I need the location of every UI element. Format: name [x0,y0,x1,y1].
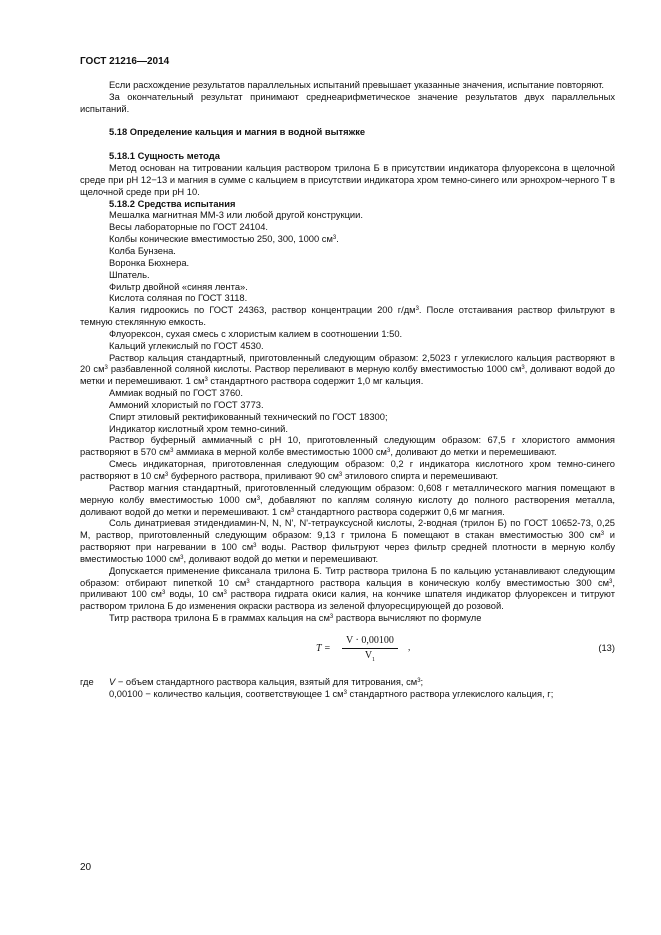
document-header: ГОСТ 21216—2014 [80,56,170,67]
list-item: Индикатор кислотный хром темно-синий. [109,423,288,434]
list-item: Аммиак водный по ГОСТ 3760. [109,388,243,399]
list-item: Титр раствора трилона Б в граммах кальция на $см^3$ раствора вычисляют по формуле [109,613,482,624]
list-item: Кислота соляная по ГОСТ 3118. [109,293,248,304]
formula-fraction [342,635,398,667]
list-item: Кальций углекислый по ГОСТ 4530. [109,340,264,351]
formula-numerator: V · 0,00100 [342,635,398,649]
list-item: Аммоний хлористый по ГОСТ 3773. [109,399,264,410]
section-heading-5-18-1: 5.18.1 Сущность метода [109,151,220,162]
legend-label: где [80,676,94,687]
list-item: Раствор кальция стандартный, приготовленный следующим образом: 2,5023 г углекислого кальция растворяют в 20 $см^3$ разбавленной соляной кислоты. Раствор переливают в мерную колбу вместимостью 1000 $см^3$, доливают водой до метки и перемешивают. 1 $см^3$ стандартного раствора содержит 1,0 мг кальция. [80,352,615,387]
list-item: Мешалка магнитная ММ-3 или любой другой конструкции. [109,210,363,221]
section-heading-5-18-2: 5.18.2 Средства испытания [109,198,236,209]
document-page [80,56,615,701]
formula-13 [80,635,615,675]
list-item: Шпатель. [109,269,150,280]
list-item: Калия гидроокись по ГОСТ 24363, раствор концентрации 200 $г/дм^3$. После отстаивания раствор фильтруют в темную стеклянную емкость. [80,305,615,328]
list-item: Весы лабораторные по ГОСТ 24104. [109,222,269,233]
section-heading-5-18: 5.18 Определение кальция и магния в водной вытяжке [109,127,366,138]
legend-item-constant: 0,00100 − количество кальция, соответствующее 1 $см^3$ стандартного раствора углекислого кальция, г; [109,688,554,699]
formula-number: (13) [598,642,615,653]
list-item: Колба Бунзена. [109,245,176,256]
legend-item-v: V − объем стандартного раствора кальция, взятый для титрования, $см^3$; [109,676,424,687]
paragraph-final-result: За окончательный результат принимают среднеарифметическое значение результатов двух параллельных испытаний. [80,91,615,114]
formula-denominator: $V_1$ [364,649,376,663]
list-item: Фильтр двойной «синяя лента». [109,281,248,292]
paragraph-repeat-test: Если расхождение результатов параллельных испытаний превышает указанные значения, испытание повторяют. [109,79,604,90]
list-item: Колбы конические вместимостью 250, 300, 1000 $см^3$. [109,234,339,245]
list-item: Смесь индикаторная, приготовленная следующим образом: 0,2 г индикатора кислотного хром темно-синего растворяют в 10 $см^3$ буферного раствора, приливают 90 $см^3$ этилового спирта и перемешивают. [80,459,615,481]
list-item: Спирт этиловый ректификованный технический по ГОСТ 18300; [109,411,388,422]
list-item: Соль динатриевая этидендиамин-N, N, N', N'-тетрауксусной кислоты, 2-водная (трилон Б) по ГОСТ 10652-73, 0,25 М, раствор, приготовленный следующим образом: 9,13 г трилона Б помещают в стакан вместимостью 300 $см^3$ и растворяют при нагревании в 100 $см^3$ воды. Раствор фильтруют через фильтр средней плотности в мерную колбу вместимостью 1000 $см^3$, доливают водой до метки и перемешивают. [80,518,615,564]
paragraph-method-essence: Метод основан на титровании кальция раствором трилона Б в присутствии индикатора флуорексона в щелочной среде при pH 12−13 и магния в сумме с кальцием в присутствии индикатора хром темно-синего или эрнохром-черного Т в щелочной среде при pH 10. [80,163,615,197]
list-item: Флуорексон, сухая смесь с хлористым калием в соотношении 1:50. [109,328,403,339]
list-item: Раствор магния стандартный, приготовленный следующим образом: 0,608 г металлического магния помещают в мерную колбу вместимостью 1000 $см^3$, добавляют по каплям соляную кислоту до полного растворения металла, доливают водой до метки и перемешивают. 1 $см^3$ стандартного раствора содержит 0,6 мг магния. [80,482,615,517]
list-item: Воронка Бюхнера. [109,257,190,268]
formula-legend [80,677,615,701]
list-item: Допускается применение фиксанала трилона Б. Титр раствора трилона Б по кальцию устанавливают следующим образом: отбирают пипеткой 10 $см^3$ стандартного раствора кальция в коническую колбу вместимостью 300 $см^3$, приливают 100 $см^3$ воды, 10 $см^3$ раствора гидрата окиси калия, на кончике шпателя индикатор флуорексен и титруют раствором трилона Б до изменения окраски раствора из зеленой флуоресцирующей до розовой. [80,565,615,612]
formula-comma: , [408,642,411,653]
list-item: Раствор буферный аммиачный с pH 10, приготовленный следующим образом: 67,5 г хлористого аммония растворяют в 570 $см^3$ аммиака в мерной колбе вместимостью 1000 $см^3$, доливают до метки и перемешивают. [80,435,615,458]
page-number: 20 [80,862,92,873]
formula-lhs: T = [316,642,331,654]
